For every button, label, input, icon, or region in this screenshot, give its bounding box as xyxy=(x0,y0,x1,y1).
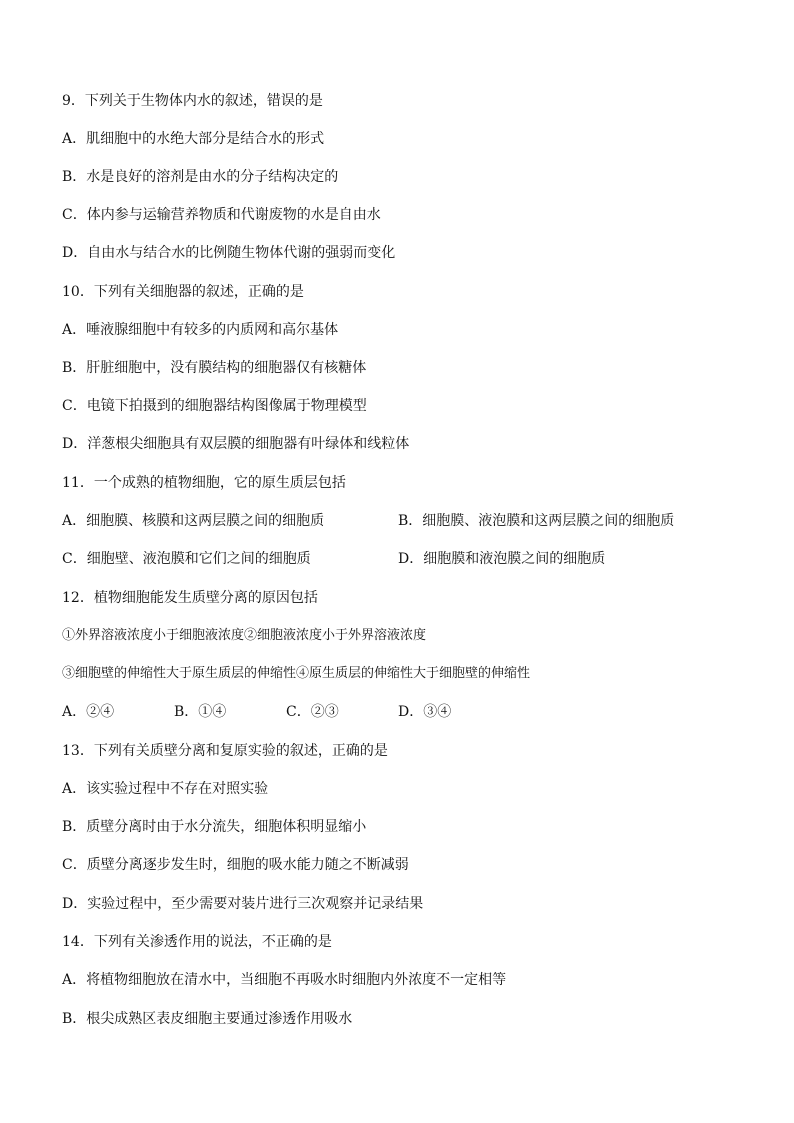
question-10-option-d: D．洋葱根尖细胞具有双层膜的细胞器有叶绿体和线粒体 xyxy=(62,436,410,452)
question-9-option-d: D．自由水与结合水的比例随生物体代谢的强弱而变化 xyxy=(62,245,396,261)
question-13-option-a: A．该实验过程中不存在对照实验 xyxy=(62,781,269,797)
question-11-option-c: C．细胞壁、液泡膜和它们之间的细胞质 xyxy=(62,551,311,567)
question-12-option-c: C．②③ xyxy=(286,704,339,720)
question-9-option-a: A．肌细胞中的水绝大部分是结合水的形式 xyxy=(62,131,325,147)
question-12-statements-2: ③细胞壁的伸缩性大于原生质层的伸缩性④原生质层的伸缩性大于细胞壁的伸缩性 xyxy=(62,666,531,681)
question-14-option-b: B．根尖成熟区表皮细胞主要通过渗透作用吸水 xyxy=(62,1011,353,1027)
question-12-statements-1: ①外界溶液浓度小于细胞液浓度②细胞液浓度小于外界溶液浓度 xyxy=(62,628,427,643)
question-12-option-b: B．①④ xyxy=(174,704,227,720)
question-12-stem: 12．植物细胞能发生质壁分离的原因包括 xyxy=(62,590,318,606)
question-11-option-b: B．细胞膜、液泡膜和这两层膜之间的细胞质 xyxy=(398,513,675,529)
question-10-option-b: B．肝脏细胞中，没有膜结构的细胞器仅有核糖体 xyxy=(62,360,367,376)
question-11-option-d: D．细胞膜和液泡膜之间的细胞质 xyxy=(398,551,606,567)
question-13-option-b: B．质壁分离时由于水分流失，细胞体积明显缩小 xyxy=(62,819,367,835)
question-10-stem: 10．下列有关细胞器的叙述，正确的是 xyxy=(62,284,304,300)
question-11-option-a: A．细胞膜、核膜和这两层膜之间的细胞质 xyxy=(62,513,325,529)
question-9-stem: 9．下列关于生物体内水的叙述，错误的是 xyxy=(62,93,323,109)
question-13-option-c: C．质壁分离逐步发生时，细胞的吸水能力随之不断减弱 xyxy=(62,857,409,873)
question-9-option-c: C．体内参与运输营养物质和代谢废物的水是自由水 xyxy=(62,207,381,223)
question-12-option-a: A．②④ xyxy=(62,704,115,720)
question-13-option-d: D．实验过程中，至少需要对装片进行三次观察并记录结果 xyxy=(62,896,424,912)
question-13-stem: 13．下列有关质壁分离和复原实验的叙述，正确的是 xyxy=(62,743,388,759)
question-14-stem: 14．下列有关渗透作用的说法，不正确的是 xyxy=(62,934,332,950)
question-11-stem: 11．一个成熟的植物细胞，它的原生质层包括 xyxy=(62,475,346,491)
question-10-option-c: C．电镜下拍摄到的细胞器结构图像属于物理模型 xyxy=(62,398,367,414)
question-9-option-b: B．水是良好的溶剂是由水的分子结构决定的 xyxy=(62,169,339,185)
question-12-option-d: D．③④ xyxy=(398,704,452,720)
question-10-option-a: A．唾液腺细胞中有较多的内质网和高尔基体 xyxy=(62,322,339,338)
question-14-option-a: A．将植物细胞放在清水中，当细胞不再吸水时细胞内外浓度不一定相等 xyxy=(62,972,507,988)
